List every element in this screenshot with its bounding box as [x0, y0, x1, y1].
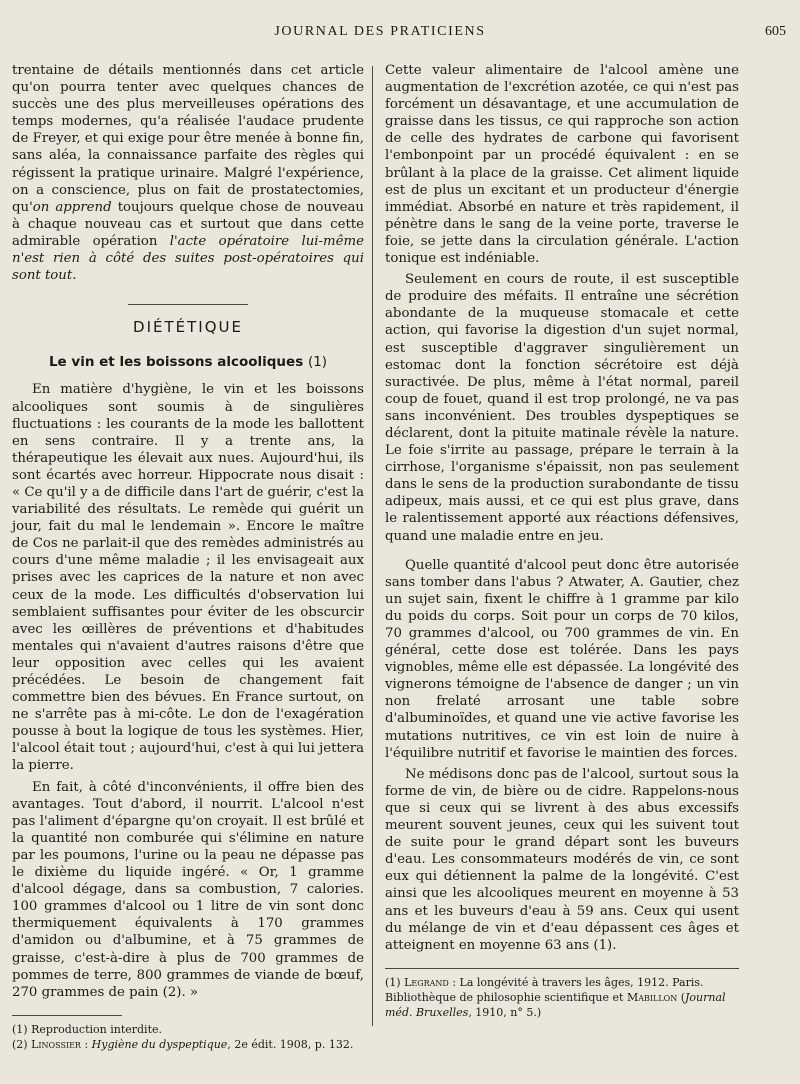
paragraph: En matière d'hygiène, le vin et les boissons alcooliques sont soumis à de singulières fluctuations : les courants de la mode les ballottent en sens contraire. Il y a trente ans, la thérapeutique les élevait aux nues. Aujourd'hui, ils sont écartés avec horreur. Hippocrate nous disait : « Ce qu'il y a de difficile dans l'art de guérir, c'est la variabilité des résultats. Le remède qui guérit un jour, fait du mal le lendemain ». Encore le maître de Cos ne parlait-il que des remèdes administrés au cours d'une même maladie ; il les envisageait aux prises avec les caprices de la nature et non avec ceux de la mode. Les difficultés d'observation lui semblaient suffisantes pour éviter de les obscurcir avec les œillères de préventions et d'habitudes mentales qui n'avaient d'autres raisons d'être que leur opposition avec celles qui les avaient précédées. Le besoin de changement fait commettre bien des bévues. En France surtout, on ne s'arrête pas à mi-côte. Le don de l'exagération pousse à bout la logique de tous les systèmes. Hier, l'alcool était tout ; aujourd'hui, c'est à qui lui jettera la pierre.: [12, 382, 364, 774]
column-divider: [372, 66, 373, 1026]
left-column: [12, 62, 364, 1052]
section-rule: [128, 304, 248, 305]
footnote: (1) Legrand : La longévité à travers les âges, 1912. Paris. Bibliothèque de philosophie scientifique et Mabillon (Journal méd. Bruxelles, 1910, n° 5.): [385, 975, 726, 1019]
footnote-rule: [12, 1015, 122, 1016]
continued-paragraph: trentaine de détails mentionnés dans cet article qu'on pourra tenter avec quelques chances de succès une des plus merveilleuses opérations des temps modernes, qu'a réalisée l'audace prudente de Freyer, et qui exige pour être menée à bonne fin, sans aléa, la connaissance parfaite des règles qui régissent la pratique urinaire. Malgré l'expérience, on a conscience, plus on fait de prostatectomies, qu'on apprend toujours quelque chose de nouveau à chaque nouveau cas et surtout que dans cette admirable opération l'acte opératoire lui-même n'est rien à côté des suites post-opératoires qui sont tout.: [12, 63, 364, 284]
footnote-rule: [385, 968, 739, 969]
page-number: 605: [765, 24, 786, 39]
paragraph: Ne médisons donc pas de l'alcool, surtout sous la forme de vin, de bière ou de cidre. Rappelons-nous que si ceux qui se livrent à des abus excessifs meurent souvent jeunes, ceux qui les suivent tout de suite pour le grand départ sont les buveurs d'eau. Les consommateurs modérés de vin, ce sont eux qui détiennent la palme de la longévité. C'est ainsi que les alcooliques meurent en moyenne à 53 ans et les buveurs d'eau à 59 ans. Ceux qui usent du mélange de vin et d'eau dépassent ces âges et atteignent en moyenne 63 ans (1).: [385, 766, 739, 953]
running-title: JOURNAL DES PRATICIENS: [274, 24, 486, 39]
footnotes: [385, 975, 739, 1020]
footnotes: [12, 1022, 364, 1052]
article-title-note: (1): [307, 354, 328, 371]
paragraph: Seulement en cours de route, il est susceptible de produire des méfaits. Il entraîne une sécrétion abondante de la muqueuse stomacale et cette action, qui favorise la digestion d'un sujet normal, est susceptible d'aggraver singulièrement un estomac dont la fonction sécrétoire est déjà suractivée. De plus, même à l'état normal, pareil coup de fouet, quand il est trop prolongé, ne va pas sans inconvénient. Des troubles dyspeptiques se déclarent, dont la pituite matinale révèle la nature. Le foie s'irrite au passage, prépare le terrain à la cirrhose, l'organisme s'épaissit, non pas seulement dans le sens de la production surabondante de tissu adipeux, mais aussi, et ce qui est plus grave, dans le ralentissement apporté aux réactions défensives, quand une maladie entre en jeu.: [385, 272, 739, 544]
running-header: [0, 22, 800, 46]
paragraph: Cette valeur alimentaire de l'alcool amène une augmentation de l'excrétion azotée, ce qui n'est pas forcément un désavantage, et une accumulation de graisse dans les tissus, ce qui rapproche son action de celle des hydrates de carbone qui favorisent l'embonpoint par un procédé équivalent : en se brûlant à la place de la graisse. Cet aliment liquide est de plus un excitant et un producteur d'énergie immédiat. Absorbé en nature et très rapidement, il pénètre dans le sang de la veine porte, traverse le foie, se jette dans la circulation générale. L'action tonique est indéniable.: [385, 63, 739, 267]
paragraph: En fait, à côté d'inconvénients, il offre bien des avantages. Tout d'abord, il nourrit. L'alcool n'est pas l'aliment d'épargne qu'on croyait. Il est brûlé et la quantité non comburée qui s'élimine en nature par les poumons, l'urine ou la peau ne dépasse pas le dixième du liquide ingéré. « Or, 1 gramme d'alcool dégage, dans sa combustion, 7 calories. 100 grammes d'alcool ou 1 litre de vin sont donc thermiquement équivalents à 170 grammes d'amidon ou d'albumine, et à 75 grammes de graisse, c'est-à-dire à plus de 700 grammes de pommes de terre, 800 grammes de viande de bœuf, 270 grammes de pain (2). »: [12, 779, 364, 1000]
right-column: [385, 62, 739, 1020]
footnote: (1) Reproduction interdite.: [12, 1022, 162, 1036]
footnote: (2) Linossier : Hygiène du dyspeptique, 2e édit. 1908, p. 132.: [12, 1037, 354, 1051]
paragraph: Quelle quantité d'alcool peut donc être autorisée sans tomber dans l'abus ? Atwater, A. Gautier, chez un sujet sain, fixent le chiffre à 1 gramme par kilo du poids du corps. Soit pour un corps de 70 kilos, 70 grammes d'alcool, ou 700 grammes de vin. En général, cette dose est tolérée. Dans les pays vignobles, même elle est dépassée. La longévité des vignerons témoigne de l'absence de danger ; un vin non frelaté arrosant une table sobre d'albuminoïdes, et quand une vie active favorise les mutations nutritives, ce vin est loin de nuire à l'équilibre nutritif et favorise le maintien des forces.: [385, 557, 739, 761]
article-title: Le vin et les boissons alcooliques (1): [48, 354, 328, 371]
section-heading: DIÉTÉTIQUE: [12, 304, 364, 336]
